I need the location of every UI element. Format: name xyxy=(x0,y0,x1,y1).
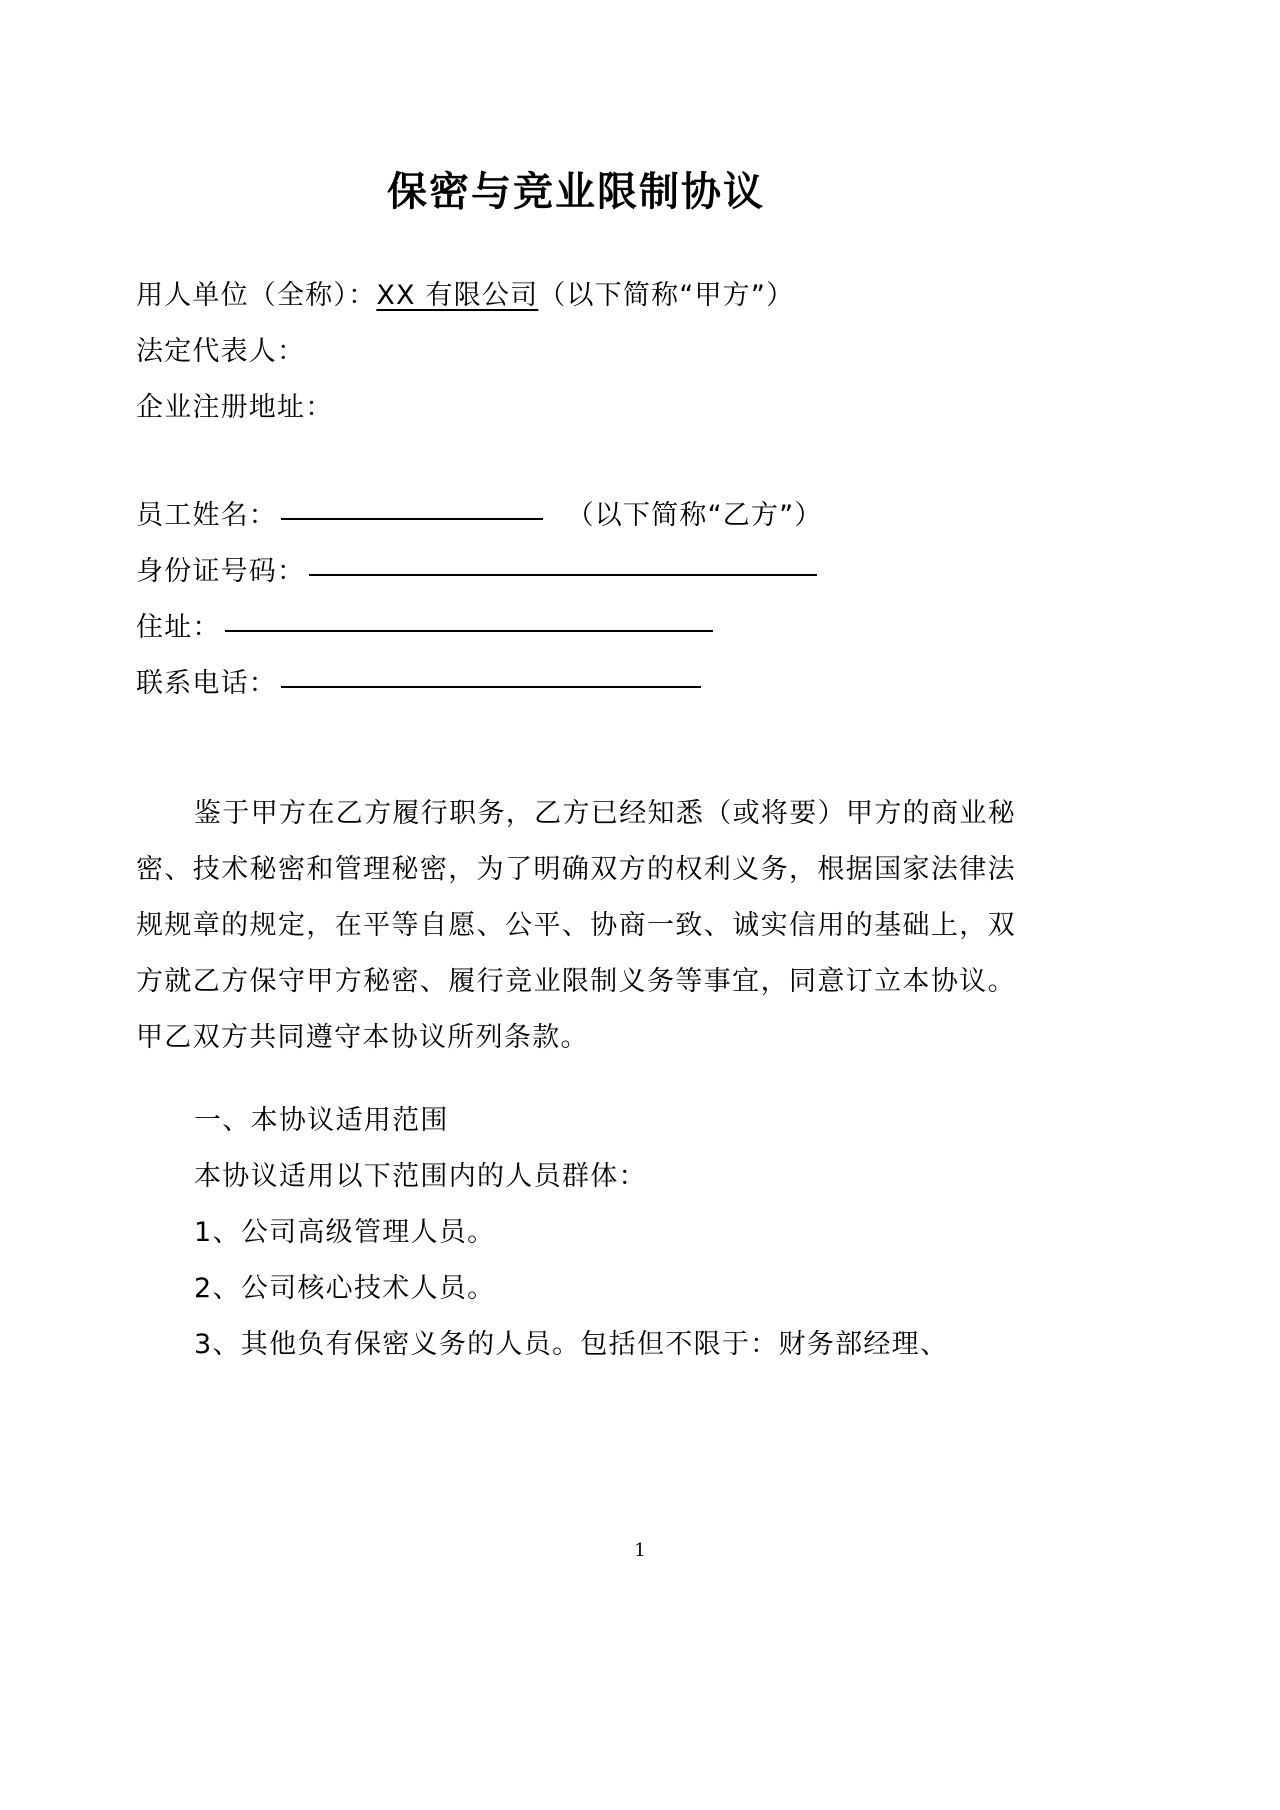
document-body xyxy=(136,0,1016,1373)
registered-address-label: 企业注册地址： xyxy=(136,392,334,423)
page-number: 1 xyxy=(634,1540,646,1561)
id-number-row xyxy=(136,544,1016,600)
home-address-field[interactable] xyxy=(225,610,713,632)
employee-name-row xyxy=(136,488,1016,544)
preamble-paragraph: 鉴于甲方在乙方履行职务，乙方已经知悉（或将要）甲方的商业秘密、技术秘密和管理秘密，为了明确双方的权利义务，根据国家法律法规规章的规定，在平等自愿、公平、协商一致、诚实信用的基础上，双方就乙方保守甲方秘密、履行竞业限制义务等事宜，同意订立本协议。甲乙双方共同遵守本协议所列条款。 xyxy=(136,798,1016,1053)
legal-representative-row xyxy=(136,324,1016,380)
page-title: 保密与竞业限制协议 xyxy=(387,169,765,215)
registered-address-row xyxy=(136,380,1016,436)
employer-name-value: XX 有限公司 xyxy=(376,280,539,311)
section-one-heading: 一、本协议适用范围 xyxy=(194,1105,449,1136)
phone-label: 联系电话： xyxy=(136,668,277,699)
phone-row xyxy=(136,656,1016,712)
employer-name-suffix: （以下简称“甲方”） xyxy=(538,280,795,311)
employee-name-suffix: （以下简称“乙方”） xyxy=(566,500,823,531)
home-address-label: 住址： xyxy=(136,612,221,643)
section-one-intro: 本协议适用以下范围内的人员群体： xyxy=(194,1161,647,1192)
list-item: 3、其他负有保密义务的人员。包括但不限于：财务部经理、 xyxy=(194,1329,949,1360)
employer-name-label: 用人单位（全称）： xyxy=(136,280,377,311)
employee-name-label: 员工姓名： xyxy=(136,500,277,531)
home-address-row xyxy=(136,600,1016,656)
employee-name-field[interactable] xyxy=(281,498,543,520)
legal-representative-label: 法定代表人： xyxy=(136,336,306,367)
id-number-field[interactable] xyxy=(309,554,817,576)
id-number-label: 身份证号码： xyxy=(136,556,306,587)
list-item: 1、公司高级管理人员。 xyxy=(194,1217,496,1248)
phone-field[interactable] xyxy=(281,666,701,688)
party-b-block xyxy=(136,488,1016,712)
employer-name-row xyxy=(136,268,1016,324)
party-a-block xyxy=(136,268,1016,436)
list-item: 2、公司核心技术人员。 xyxy=(194,1273,496,1304)
